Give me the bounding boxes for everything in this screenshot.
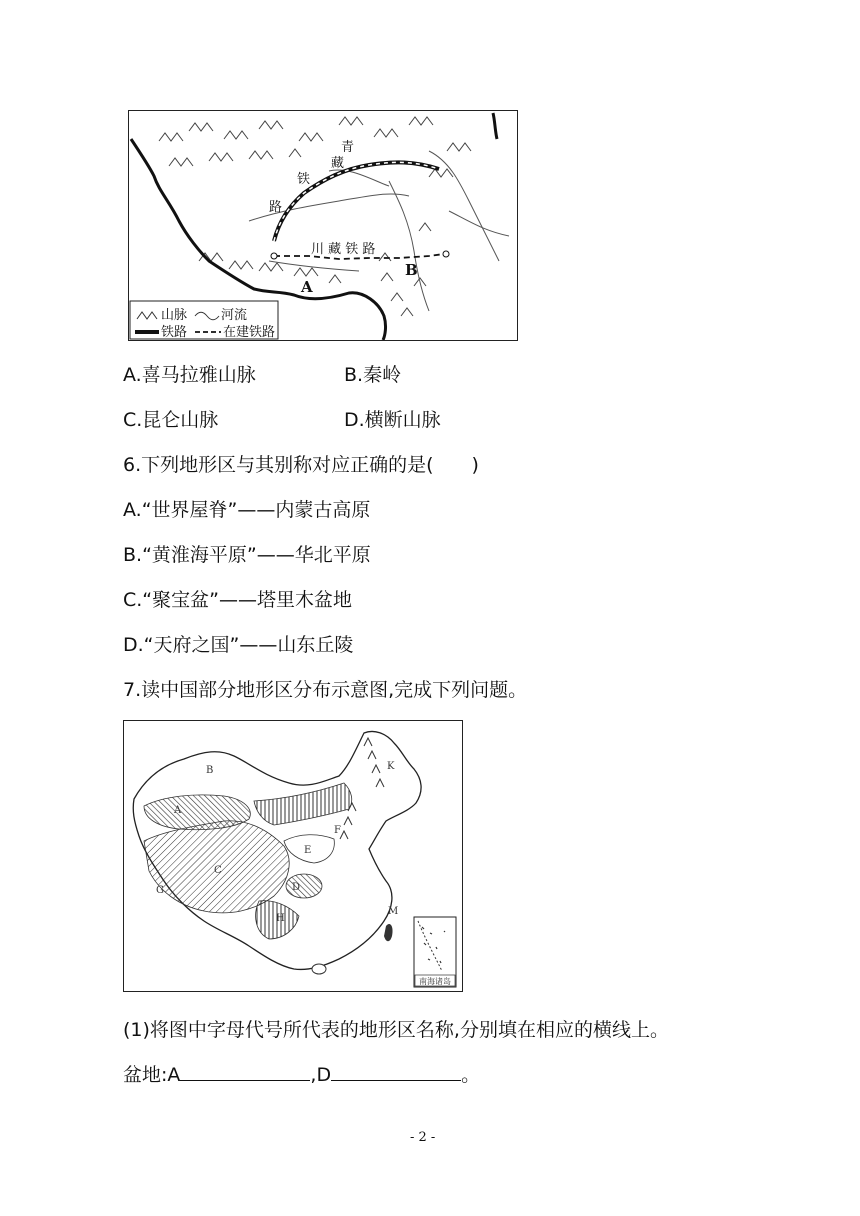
railway-char-1: 青 <box>341 140 355 155</box>
q6-stem: 6.下列地形区与其别称对应正确的是( ) <box>123 454 479 476</box>
map2-label-b: B <box>206 765 214 776</box>
fill-end: 。 <box>461 1064 481 1086</box>
legend-railway-building: 在建铁路 <box>223 325 276 340</box>
map2-label-g: G <box>156 885 164 896</box>
railway-char-3: 铁 <box>297 172 311 187</box>
legend-river: 河流 <box>221 308 248 323</box>
q7-stem: 7.读中国部分地形区分布示意图,完成下列问题。 <box>123 679 528 701</box>
blank-a[interactable] <box>180 1062 310 1081</box>
map2-label-a: A <box>174 805 182 816</box>
q5-option-a: A.喜马拉雅山脉 <box>123 364 256 386</box>
q6-option-c: C.“聚宝盆”——塔里木盆地 <box>123 589 352 611</box>
q6-option-d: D.“天府之国”——山东丘陵 <box>123 634 354 656</box>
q5-option-d: D.横断山脉 <box>344 409 441 431</box>
fill-prefix: 盆地:A <box>123 1064 181 1086</box>
q5-option-c: C.昆仑山脉 <box>123 409 219 431</box>
china-landform-map-graphic <box>124 721 462 991</box>
chuanzang-railway-label: 川 藏 铁 路 <box>311 242 376 257</box>
map2-label-h: H <box>276 913 285 924</box>
map-legend <box>130 301 278 340</box>
south-china-sea-inset <box>414 917 456 987</box>
legend-mountain: 山脉 <box>161 308 188 323</box>
blank-d[interactable] <box>331 1062 461 1081</box>
map2-label-k: K <box>387 761 395 772</box>
china-landform-map <box>123 720 463 992</box>
map2-label-d: D <box>292 882 301 893</box>
map2-label-f: F <box>334 825 341 836</box>
point-a-label: A <box>301 278 313 296</box>
q5-option-b: B.秦岭 <box>344 364 402 386</box>
tibet-railway-map <box>128 110 518 341</box>
tibet-railway-map-graphic <box>129 111 517 340</box>
map2-label-m: M <box>388 906 399 917</box>
railway-char-2: 藏 <box>331 156 345 171</box>
legend-railway: 铁路 <box>161 325 188 340</box>
point-b-label: B <box>405 261 418 279</box>
q6-option-a: A.“世界屋脊”——内蒙古高原 <box>123 499 371 521</box>
page-number: - 2 - <box>410 1130 436 1145</box>
railway-char-4: 路 <box>269 200 283 215</box>
fill-mid: ,D <box>310 1064 332 1086</box>
q6-option-b: B.“黄淮海平原”——华北平原 <box>123 544 371 566</box>
q7-fill-line <box>123 1062 480 1088</box>
map2-label-e: E <box>304 845 312 856</box>
inset-caption: 南海诸岛 <box>419 977 451 986</box>
q7-sub1: (1)将图中字母代号所代表的地形区名称,分别填在相应的横线上。 <box>123 1019 669 1041</box>
map2-label-c: C <box>214 865 222 876</box>
